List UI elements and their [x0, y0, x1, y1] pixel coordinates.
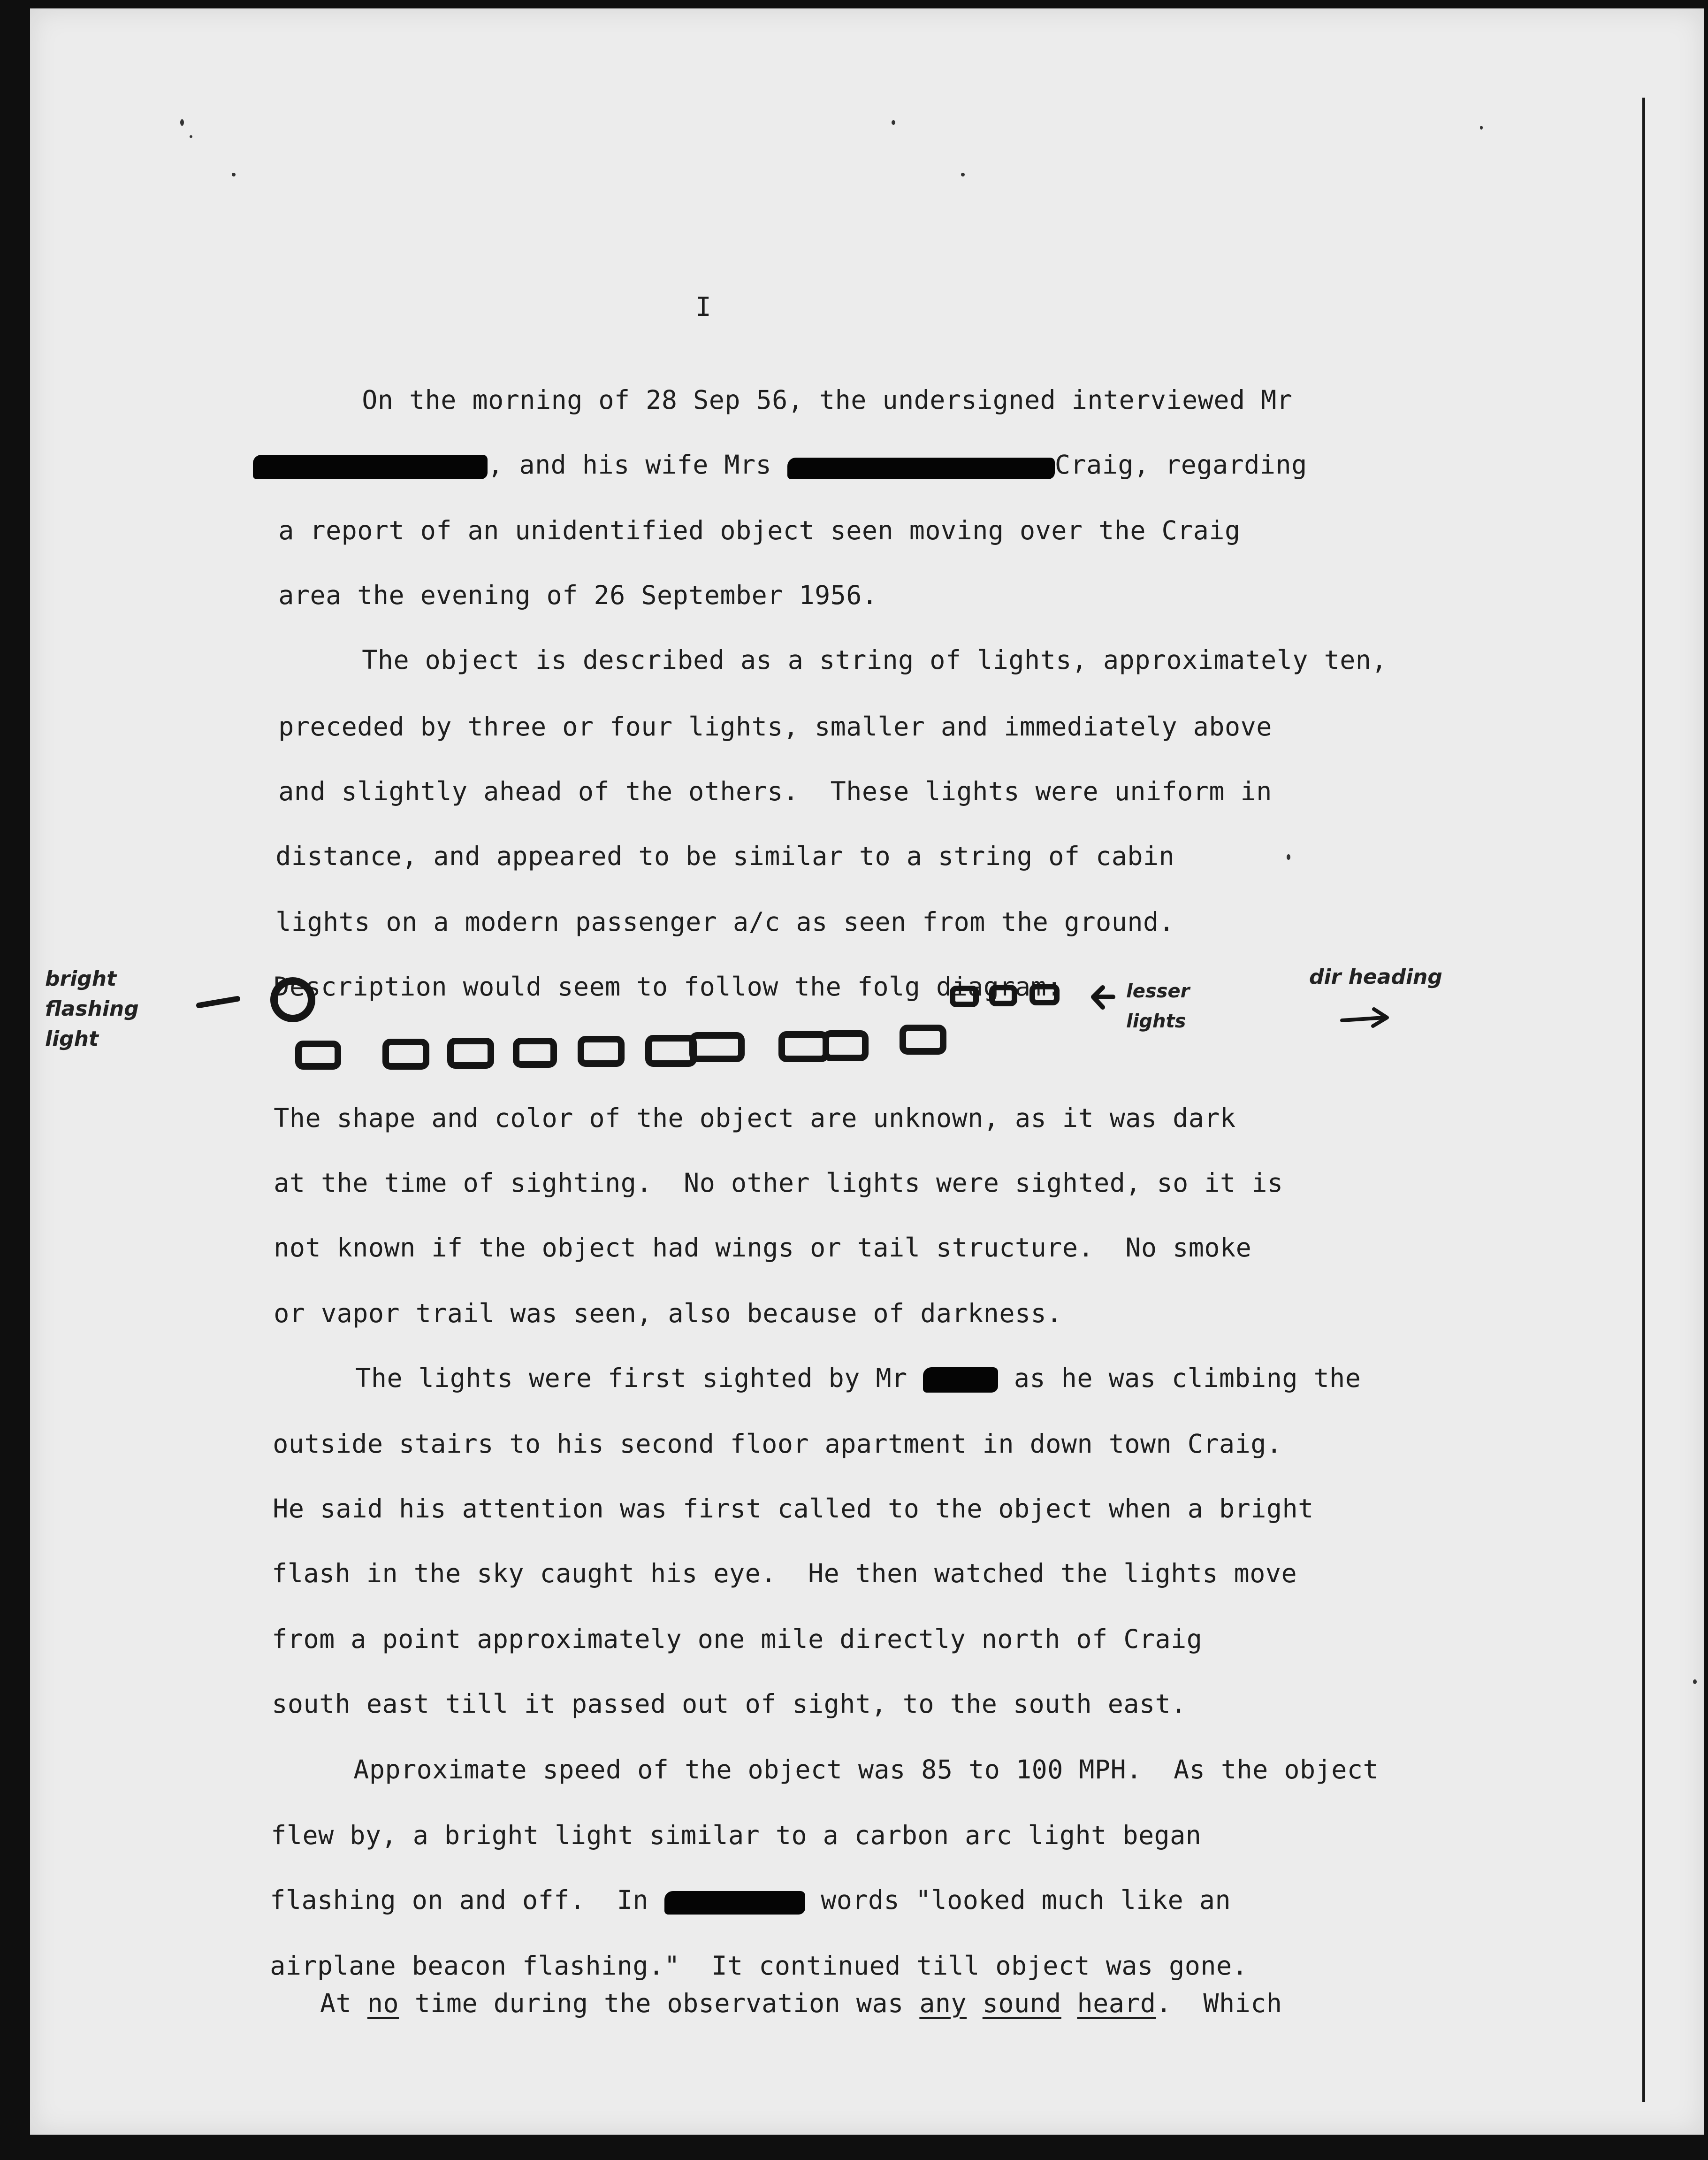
text-span: as he was climbing the: [998, 1363, 1361, 1393]
pointer-dash: [199, 999, 237, 1005]
small-light-box: [953, 988, 976, 1004]
flashing-light-circle: [274, 981, 312, 1019]
section-heading: I: [695, 292, 711, 322]
text-line: [322, 1727, 1379, 1784]
text-span: and slightly ahead of the others. These lights were uniform in: [278, 776, 1272, 806]
handwritten-note-bright-light: bright flashing light: [45, 967, 139, 1051]
text-span: preceded by three or four lights, smaller and immediately above: [278, 712, 1272, 742]
text-line: [324, 1336, 1361, 1393]
light-box: [298, 1044, 338, 1066]
text-line: [242, 1076, 1236, 1132]
text-line: [242, 1141, 1283, 1197]
text-line: [239, 1793, 1201, 1849]
light-box: [516, 1041, 554, 1065]
text-span: area the evening of 26 September 1956.: [278, 580, 878, 610]
small-light-box: [992, 988, 1014, 1003]
text-span: . Which: [1156, 1988, 1282, 2018]
text-span: outside stairs to his second floor apartment in down town Craig.: [273, 1429, 1282, 1459]
heading-arrow: [1342, 1009, 1387, 1026]
text-span: The lights were first sighted by Mr: [355, 1363, 907, 1393]
text-span: airplane beacon flashing." It continued till object was gone.: [270, 1951, 1248, 1981]
text-span: time during the observation was: [399, 1988, 920, 2018]
light-box: [450, 1041, 491, 1065]
text-span: flew by, a bright light similar to a carbon arc light began: [271, 1820, 1202, 1850]
text-span: lights on a modern passenger a/c as seen from the ground.: [275, 907, 1175, 937]
underlined-word: no: [367, 1988, 399, 2018]
text-span: at the time of sighting. No other lights were sighted, so it is: [274, 1168, 1283, 1198]
text-line: [241, 1402, 1282, 1458]
text-span: distance, and appeared to be similar to a string of cabin: [275, 841, 1175, 871]
underlined-word: any: [919, 1988, 967, 2018]
text-span: south east till it passed out of sight, to the south east.: [272, 1689, 1187, 1719]
small-light-box: [1032, 987, 1057, 1003]
light-box: [903, 1028, 943, 1051]
scan-border-bottom: [0, 2135, 1708, 2160]
text-line: [238, 1923, 1248, 1980]
text-line: [240, 1597, 1202, 1653]
light-box: [826, 1034, 865, 1058]
light-box: [648, 1038, 694, 1064]
underlined-word: sound: [982, 1988, 1061, 2018]
text-span: He said his attention was first called to the object when a bright: [273, 1494, 1314, 1524]
text-line: [320, 1989, 1282, 2017]
text-span: [967, 1988, 983, 2018]
text-span: At: [320, 1988, 367, 2018]
text-span: [1061, 1988, 1077, 2018]
text-span: The shape and color of the object are unknown, as it was dark: [274, 1103, 1236, 1133]
text-line: [238, 1858, 1231, 1915]
underlined-word: heard: [1077, 1988, 1156, 2018]
text-span: Description would seem to follow the folg diagram:: [274, 972, 1062, 1002]
text-line: [242, 1205, 1251, 1262]
handwritten-note-lesser-lights: lesser lights: [1126, 980, 1190, 1032]
text-span: The object is described as a string of lights, approximately ten,: [362, 645, 1388, 675]
light-box: [693, 1035, 741, 1059]
text-line: [240, 1531, 1297, 1587]
text-span: not known if the object had wings or tail structure. No smoke: [274, 1233, 1252, 1263]
text-line: [241, 1466, 1314, 1523]
text-span: Craig, regarding: [1054, 450, 1307, 480]
text-line: [242, 1271, 1062, 1327]
text-span: On the morning of 28 Sep 56, the undersigned interviewed Mr: [362, 385, 1293, 415]
text-span: , and his wife Mrs: [488, 450, 772, 480]
handwritten-note-heading: dir heading: [1309, 965, 1442, 989]
light-box: [782, 1034, 826, 1059]
light-box: [581, 1039, 621, 1064]
text-line: [240, 1662, 1187, 1718]
redaction-block: [923, 1367, 998, 1393]
text-span: flash in the sky caught his eye. He then watched the lights move: [272, 1558, 1297, 1588]
text-span: from a point approximately one mile directly north of Craig: [272, 1624, 1203, 1654]
redaction-block: [664, 1891, 805, 1915]
arrow-mark: [1093, 988, 1113, 1007]
text-span: or vapor trail was seen, also because of darkness.: [274, 1298, 1062, 1328]
text-span: words "looked much like an: [805, 1885, 1231, 1915]
text-span: Approximate speed of the object was 85 to 100 MPH. As the object: [353, 1754, 1379, 1785]
light-box: [386, 1042, 426, 1066]
text-span: flashing on and off. In: [270, 1885, 648, 1915]
text-span: a report of an unidentified object seen moving over the Craig: [278, 515, 1241, 545]
